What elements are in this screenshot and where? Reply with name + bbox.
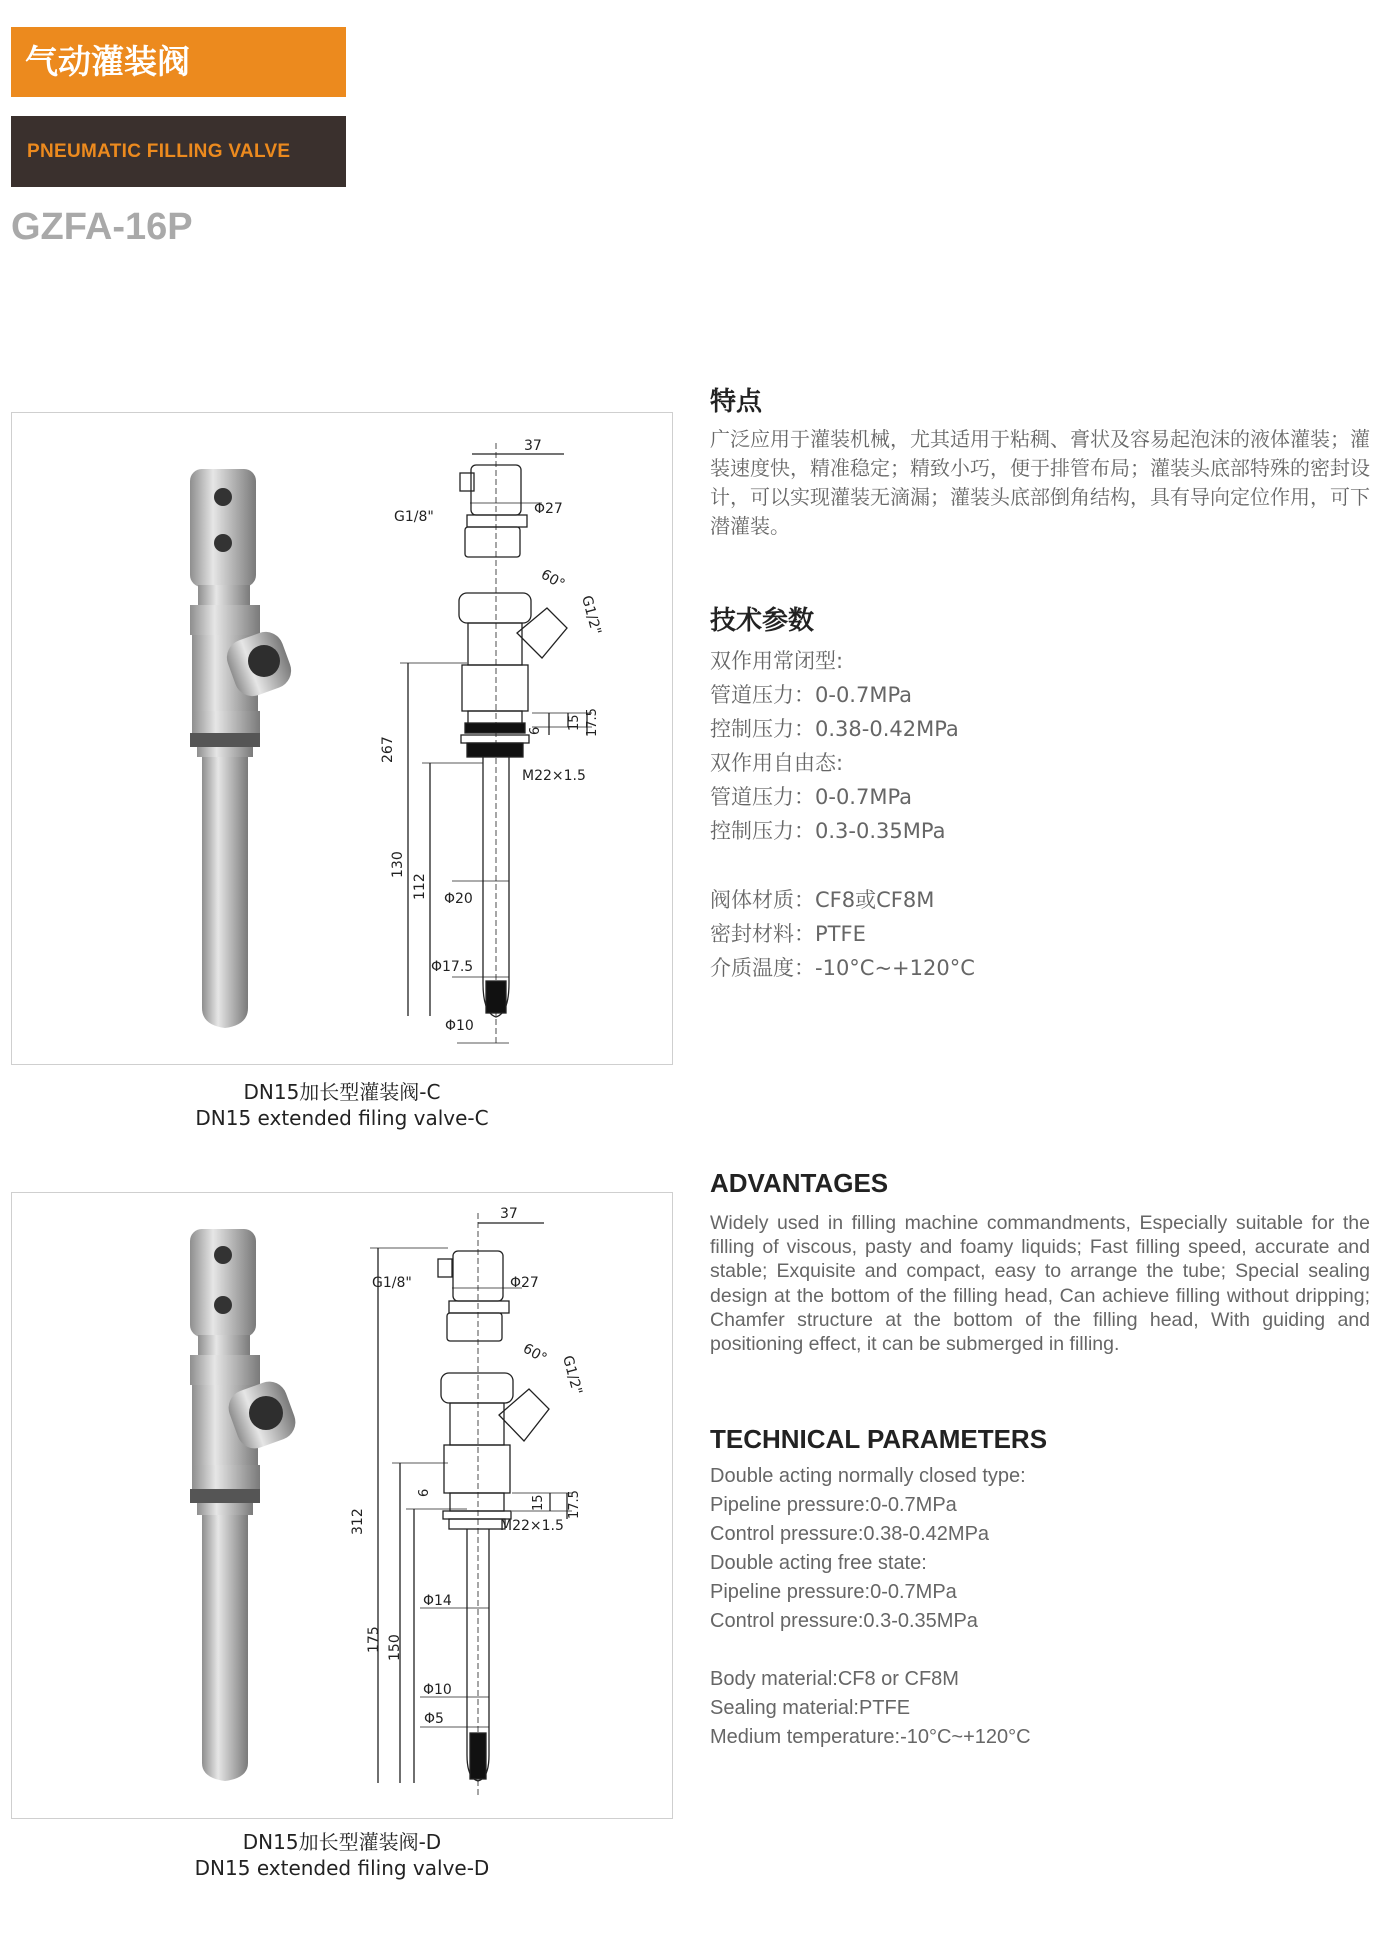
features-text-cn: 广泛应用于灌装机械，尤其适用于粘稠、膏状及容易起泡沫的液体灌装；灌装速度快，精准稳定；精致小巧，便于排管布局；灌装头底部特殊的密封设计，可以实现灌装无滴漏；灌装头底部倒角结构，具有导向定位作用，可下潜灌装。 (710, 427, 1370, 538)
dim-d-top-width: 37 (500, 1206, 518, 1222)
param-en-line: Double acting free state: (710, 1552, 927, 1574)
dim-d-tube-dia: Φ14 (423, 1593, 452, 1609)
advantages-heading: ADVANTAGES (710, 1168, 889, 1198)
dim-d-tip-dia: Φ5 (424, 1711, 444, 1727)
dim-c-total-len: 267 (380, 736, 396, 763)
dim-c-port: G1/8" (394, 509, 434, 525)
valve-d-photo (190, 1229, 300, 1781)
param-cn-line: 控制压力：0.38-0.42MPa (710, 717, 959, 741)
product-d-caption (11, 1829, 673, 1881)
dim-d-inner-dia: Φ10 (423, 1682, 452, 1698)
dim-c-inner-dia: Φ17.5 (431, 959, 474, 975)
dim-d-17-5: 17.5 (567, 1490, 582, 1519)
param-cn-line: 双作用自由态: (710, 751, 844, 775)
param-en-line: Control pressure:0.38-0.42MPa (710, 1523, 990, 1545)
tech-params-list (710, 1462, 1026, 1636)
materials-list-en (710, 1665, 1031, 1752)
dim-c-tube-dia: Φ20 (444, 891, 473, 907)
material-cn-line: 介质温度：-10°C~+120°C (710, 956, 975, 980)
params-heading-cn: 技术参数 (710, 606, 815, 636)
param-en-line: Control pressure:0.3-0.35MPa (710, 1610, 978, 1632)
dim-c-body-dia: Φ27 (534, 501, 563, 517)
dim-c-len130: 130 (390, 851, 406, 878)
dim-c-len112: 112 (412, 873, 428, 900)
dim-c-15: 15 (567, 714, 582, 731)
material-en-line: Sealing material:PTFE (710, 1697, 911, 1719)
dim-c-6: 6 (528, 726, 543, 735)
dim-c-angle: 60° (538, 566, 568, 593)
dim-c-tip-dia: Φ10 (445, 1018, 474, 1034)
product-d-figure (12, 1193, 672, 1818)
materials-list-cn (710, 883, 975, 985)
param-cn-line: 双作用常闭型: (710, 649, 844, 673)
param-cn-line: 控制压力：0.3-0.35MPa (710, 819, 946, 843)
material-en-line: Body material:CF8 or CF8M (710, 1668, 959, 1690)
product-d-caption-cn: DN15加长型灌装阀-D (242, 1830, 442, 1854)
dim-d-side-port: G1/2" (559, 1353, 585, 1397)
param-en-line: Double acting normally closed type: (710, 1465, 1026, 1487)
dim-d-6: 6 (417, 1488, 432, 1497)
dim-d-thread: M22×1.5 (500, 1518, 564, 1534)
param-en-line: Pipeline pressure:0-0.7MPa (710, 1494, 957, 1516)
dim-d-total-len: 312 (350, 1508, 366, 1535)
advantages-text: Widely used in filling machine commandments, Especially suitable for the filling of viscous, pasty and foamy liquids; Fast filling speed, accurate and stable; Exquisite and compact, easy to arrange the tube; Special sealing design at the bottom of the filling head, Can achieve filling without dripping; Chamfer structure at the bottom of the filling head, With guiding and positioning effect, it can be submerged in filling. (710, 1212, 1370, 1356)
product-d-caption-en: DN15 extended filing valve-D (194, 1856, 490, 1880)
dim-c-17-5: 17.5 (585, 708, 600, 737)
param-cn-line: 管道压力：0-0.7MPa (710, 683, 913, 707)
product-c-panel (11, 412, 673, 1065)
params-list-cn (710, 644, 959, 848)
valve-c-photo (190, 469, 296, 1028)
material-en-line: Medium temperature:-10°C~+120°C (710, 1726, 1031, 1748)
dim-d-len175: 175 (366, 1626, 382, 1653)
dim-c-thread: M22×1.5 (522, 768, 586, 784)
material-cn-line: 阀体材质：CF8或CF8M (710, 888, 935, 912)
model-number: GZFA-16P (11, 206, 193, 248)
material-cn-line: 密封材料：PTFE (710, 922, 866, 946)
product-c-caption (11, 1079, 673, 1131)
product-d-panel (11, 1192, 673, 1819)
features-heading-cn: 特点 (710, 387, 763, 417)
product-c-caption-en: DN15 extended filing valve-C (195, 1106, 489, 1130)
param-cn-line: 管道压力：0-0.7MPa (710, 785, 913, 809)
title-chinese: 气动灌装阀 (11, 27, 346, 97)
title-english: PNEUMATIC FILLING VALVE (11, 116, 346, 187)
dim-d-len150: 150 (387, 1634, 403, 1661)
product-c-caption-cn: DN15加长型灌装阀-C (243, 1080, 441, 1104)
dim-d-15: 15 (531, 1494, 546, 1511)
dim-c-side-port: G1/2" (578, 593, 604, 637)
dim-c-top-width: 37 (524, 438, 542, 454)
valve-c-drawing (400, 443, 592, 1043)
dim-d-body-dia: Φ27 (510, 1275, 539, 1291)
tech-params-heading: TECHNICAL PARAMETERS (710, 1424, 1048, 1454)
param-en-line: Pipeline pressure:0-0.7MPa (710, 1581, 957, 1603)
product-c-figure (12, 413, 672, 1064)
dim-d-angle: 60° (520, 1340, 550, 1367)
dim-d-port: G1/8" (372, 1275, 412, 1291)
